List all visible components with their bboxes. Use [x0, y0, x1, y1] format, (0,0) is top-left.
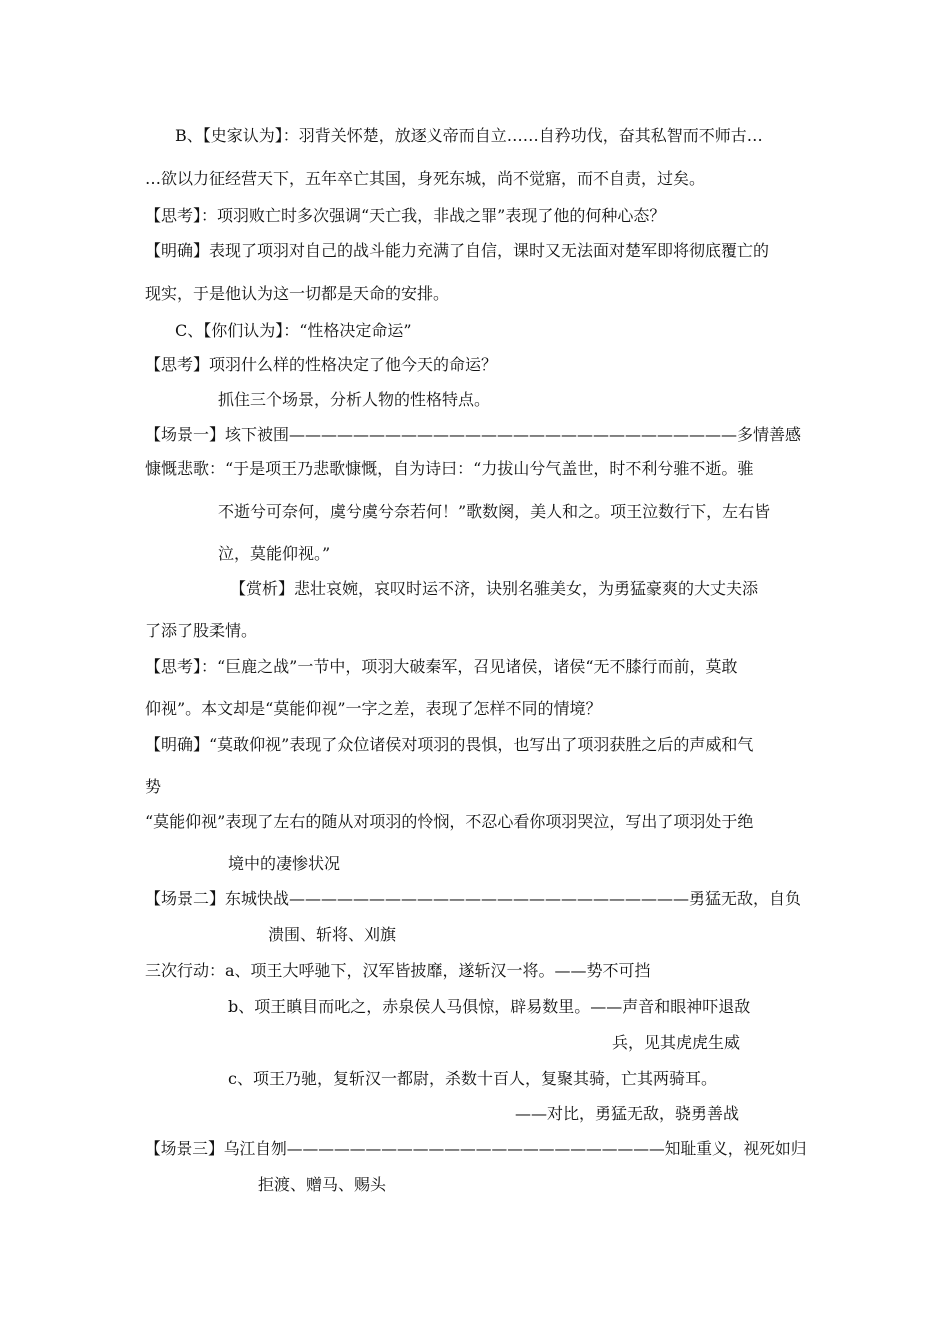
text-line: 拒渡、赠马、赐头 — [258, 1175, 387, 1194]
text-line: 不逝兮可奈何，虞兮虞兮奈若何！”歌数阕，美人和之。项王泣数行下，左右皆 — [218, 502, 771, 521]
text-line: 泣，莫能仰视。” — [218, 544, 331, 563]
text-line: 【场景二】东城快战—————————————————————————勇猛无敌，自负 — [145, 889, 802, 908]
text-line: 【思考】项羽什么样的性格决定了他今天的命运？ — [145, 355, 498, 374]
text-line: 三次行动：a、项王大呼驰下，汉军皆披靡，遂斩汉一将。——势不可挡 — [145, 961, 651, 980]
text-line: 溃围、斩将、刈旗 — [268, 925, 397, 944]
text-line: 抓住三个场景，分析人物的性格特点。 — [218, 390, 491, 409]
text-line: 【场景三】乌江自刎————————————————————————知耻重义，视死如归 — [145, 1139, 807, 1158]
text-line: …欲以力征经营天下，五年卒亡其国，身死东城，尚不觉寤，而不自责，过矣。 — [145, 169, 706, 188]
text-line: “莫能仰视”表现了左右的随从对项羽的怜悯，不忍心看你项羽哭泣，写出了项羽处于绝 — [145, 812, 754, 831]
text-line: 慷慨悲歌：“于是项王乃悲歌慷慨，自为诗曰：“力拔山兮气盖世，时不利兮骓不逝。骓 — [145, 459, 754, 478]
text-line: 了添了股柔情。 — [145, 621, 258, 640]
text-line: C、【你们认为】：“性格决定命运” — [175, 321, 412, 340]
text-line: 【赏析】悲壮哀婉，哀叹时运不济，诀别名骓美女，为勇猛豪爽的大丈夫添 — [230, 579, 759, 598]
text-line: B、【史家认为】：羽背关怀楚，放逐义帝而自立……自矜功伐，奋其私智而不师古… — [175, 126, 763, 145]
text-line: 【思考】：项羽败亡时多次强调“天亡我，非战之罪”表现了他的何种心态？ — [145, 206, 666, 225]
text-line: ——对比，勇猛无敌，骁勇善战 — [515, 1104, 740, 1123]
text-line: b、项王瞋目而叱之，赤泉侯人马俱惊，辟易数里。——声音和眼神吓退敌 — [228, 997, 751, 1016]
text-line: 现实，于是他认为这一切都是天命的安排。 — [145, 284, 450, 303]
text-line: 【明确】“莫敢仰视”表现了众位诸侯对项羽的畏惧，也写出了项羽获胜之后的声威和气 — [145, 735, 754, 754]
text-line: 兵，见其虎虎生威 — [612, 1033, 741, 1052]
text-line: 【场景一】垓下被围————————————————————————————多情善感 — [145, 425, 802, 444]
text-line: 势 — [145, 777, 162, 796]
text-line: c、项王乃驰，复斩汉一都尉，杀数十百人，复聚其骑，亡其两骑耳。 — [228, 1069, 717, 1088]
text-line: 仰视”。本文却是“莫能仰视”一字之差，表现了怎样不同的情境？ — [145, 699, 602, 718]
text-line: 【明确】表现了项羽对自己的战斗能力充满了自信，课时又无法面对楚军即将彻底覆亡的 — [145, 241, 770, 260]
text-line: 境中的凄惨状况 — [228, 854, 341, 873]
text-line: 【思考】：“巨鹿之战”一节中，项羽大破秦军，召见诸侯，诸侯“无不膝行而前，莫敢 — [145, 657, 738, 676]
